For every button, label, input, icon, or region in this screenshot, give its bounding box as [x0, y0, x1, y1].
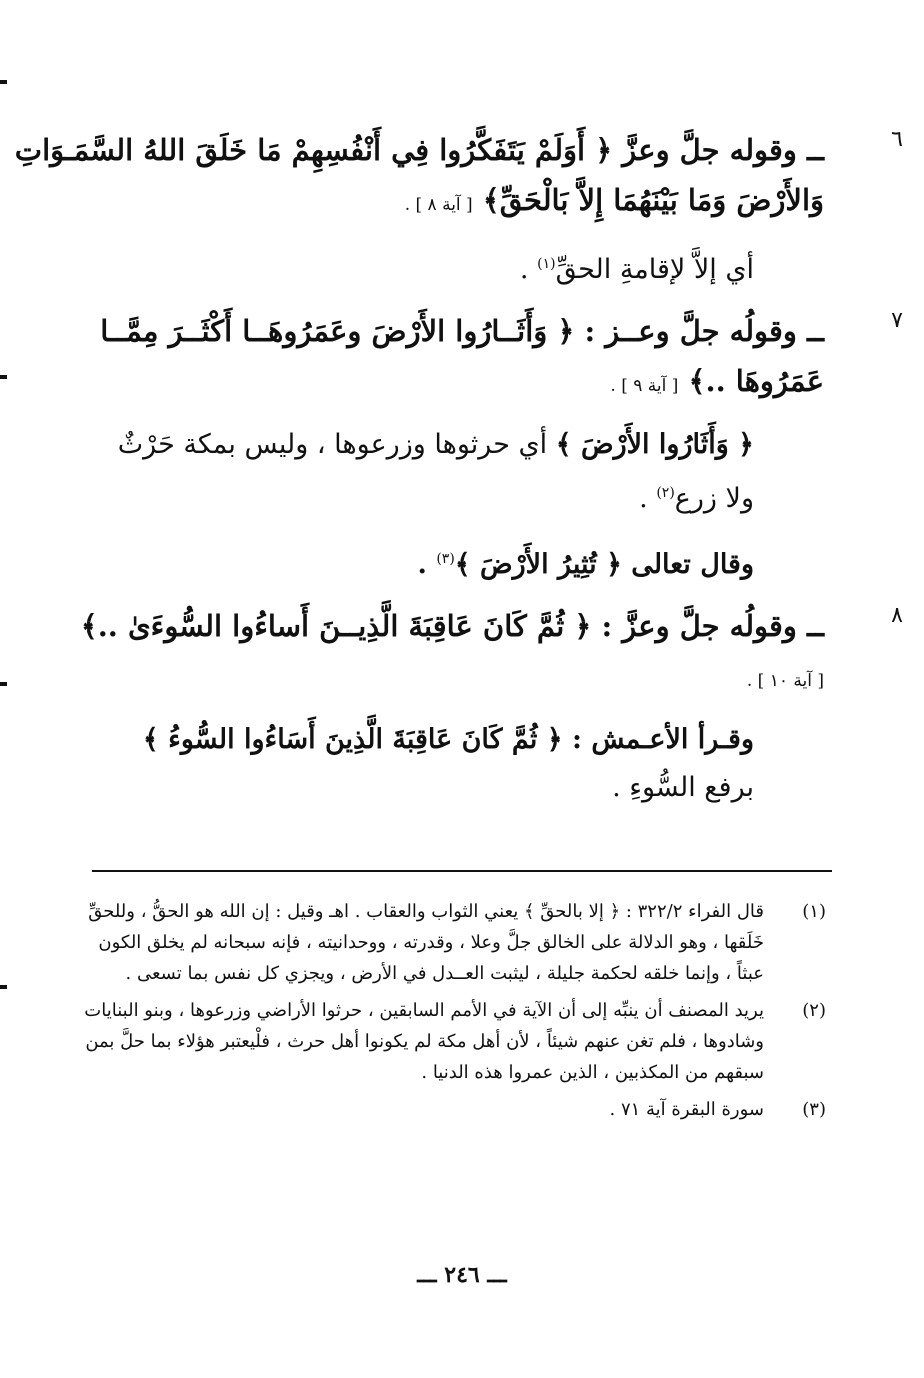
footnote-ref: (٣)	[436, 551, 455, 567]
verse-line	[60, 651, 824, 706]
quoted-verse: ﴿ وَأَثَارُوا الأَرْضَ ﴾	[555, 429, 754, 460]
verse-line	[60, 356, 824, 411]
verse-reference: [ آية ١٠ ] .	[746, 671, 824, 691]
margin-mark	[0, 682, 7, 686]
verse-line: ــ وقوله جلَّ وعزَّ ﴿ أَوَلَمْ يَتَفَكَّرُوا فِي أَنْفُسِهِمْ مَا خَلَقَ اللهُ السَّمَـوَاتِ	[14, 133, 824, 167]
item-number: ٦	[891, 127, 903, 152]
footnote-2	[70, 995, 826, 1088]
verse-reference: [ آية ٩ ] .	[610, 376, 679, 396]
footnote-text: سورة البقرة آية ٧١ .	[609, 1099, 764, 1120]
commentary-text: وقال تعالى ﴿ تُثِيرُ الأَرْضَ ﴾	[454, 549, 754, 580]
verse-line	[60, 175, 824, 230]
footnote-number: (٣)	[802, 1099, 826, 1120]
verse-item-7	[60, 306, 903, 411]
footnote-text: قال الفراء ٣٢٢/٢ : ﴿ إلا بالحقِّ ﴾ يعني الثواب والعقاب . اهـ وقيل : إن الله هو الحقُّ ، وللحقِّ خَلَقها ، وهو الدلالة على الخالق جلَّ وعلا ، وقدرته ، ووحدانيته ، فإنه سبحانه لم يخلق الكون عبثاً ، وإنما خلقه لحكمة جليلة ، ليثبت العــدل في الأرض ، ويجزي كل نفس بما تسعى .	[88, 901, 764, 984]
verse-text: وَالأَرْضَ وَمَا بَيْنَهُمَا إِلاَّ بَالْحَقِّ﴾	[482, 183, 824, 217]
commentary-text: ولا زرع	[674, 483, 754, 514]
verse-item-8	[60, 601, 903, 706]
verse-item-6	[14, 125, 903, 230]
footnote-divider	[92, 870, 832, 872]
commentary-7-quote: وقال تعالى ﴿ تُثِيرُ الأَرْضَ ﴾$^{(٣)}$ .	[417, 549, 754, 580]
item-number: ٨	[891, 603, 903, 628]
footnote-number: (١)	[802, 901, 826, 922]
footnote-3	[70, 1094, 826, 1125]
verse-text: عَمَرُوهَا ..﴾	[688, 364, 824, 398]
margin-mark	[0, 80, 7, 84]
verse-line: ــ وقولُه جلَّ وعزَّ : ﴿ ثُمَّ كَانَ عَاقِبَةَ الَّذِيــنَ أَساءُوا السُّوءَىٰ ..﴾	[80, 609, 824, 643]
item-number: ٧	[891, 308, 903, 333]
footnote-1	[70, 896, 826, 989]
footnote-text: يريد المصنف أن ينبِّه إلى أن الآية في الأمم السابقين ، حرثوا الأراضي وزرعوها ، وبنو البنايات وشادوها ، فلم تغن عنهم شيئاً ، لأن أهل مكة لم يكونوا أهل حرث ، فلْيعتبر هؤلاء بما حلَّ بمن سبقهم من المكذبين ، الذين عمروا هذه الدنيا .	[84, 1000, 764, 1083]
margin-mark	[0, 375, 7, 379]
footnote-number: (٢)	[802, 1000, 826, 1021]
commentary-7: ﴿ وَأَثَارُوا الأَرْضَ ﴾ أي حرثوها وزرعوها ، وليس بمكة حَرْثٌ ولا زرع$^{(٢)}$ .	[117, 429, 754, 514]
commentary-text: أي حرثوها وزرعوها ، وليس بمكة حَرْثٌ	[117, 429, 548, 460]
commentary-text: أي إلاَّ لإقامةِ الحقِّ	[555, 254, 754, 285]
commentary-text: برفع السُّوءِ .	[612, 772, 754, 803]
verse-line: ــ وقولُه جلَّ وعــز : ﴿ وَأَثَــارُوا الأَرْضَ وعَمَرُوهَــا أَكْثَــرَ مِمَّــا	[100, 314, 824, 348]
page-number: ـــ ٢٤٦ ـــ	[417, 1262, 507, 1288]
main-text	[14, 125, 903, 824]
margin-mark	[0, 985, 7, 989]
footnote-ref: (١)	[537, 256, 556, 272]
footnotes	[70, 896, 826, 1131]
commentary-6: أي إلاَّ لإقامةِ الحقِّ$^{(١)}$ .	[519, 254, 754, 285]
commentary-text: وقـرأ الأعـمش : ﴿ ثُمَّ كَانَ عَاقِبَةَ الَّذِينَ أَسَاءُوا السُّوءُ ﴾	[142, 724, 754, 755]
commentary-8	[60, 716, 754, 812]
footnote-ref: (٢)	[656, 485, 675, 501]
verse-reference: [ آية ٨ ] .	[404, 195, 473, 215]
